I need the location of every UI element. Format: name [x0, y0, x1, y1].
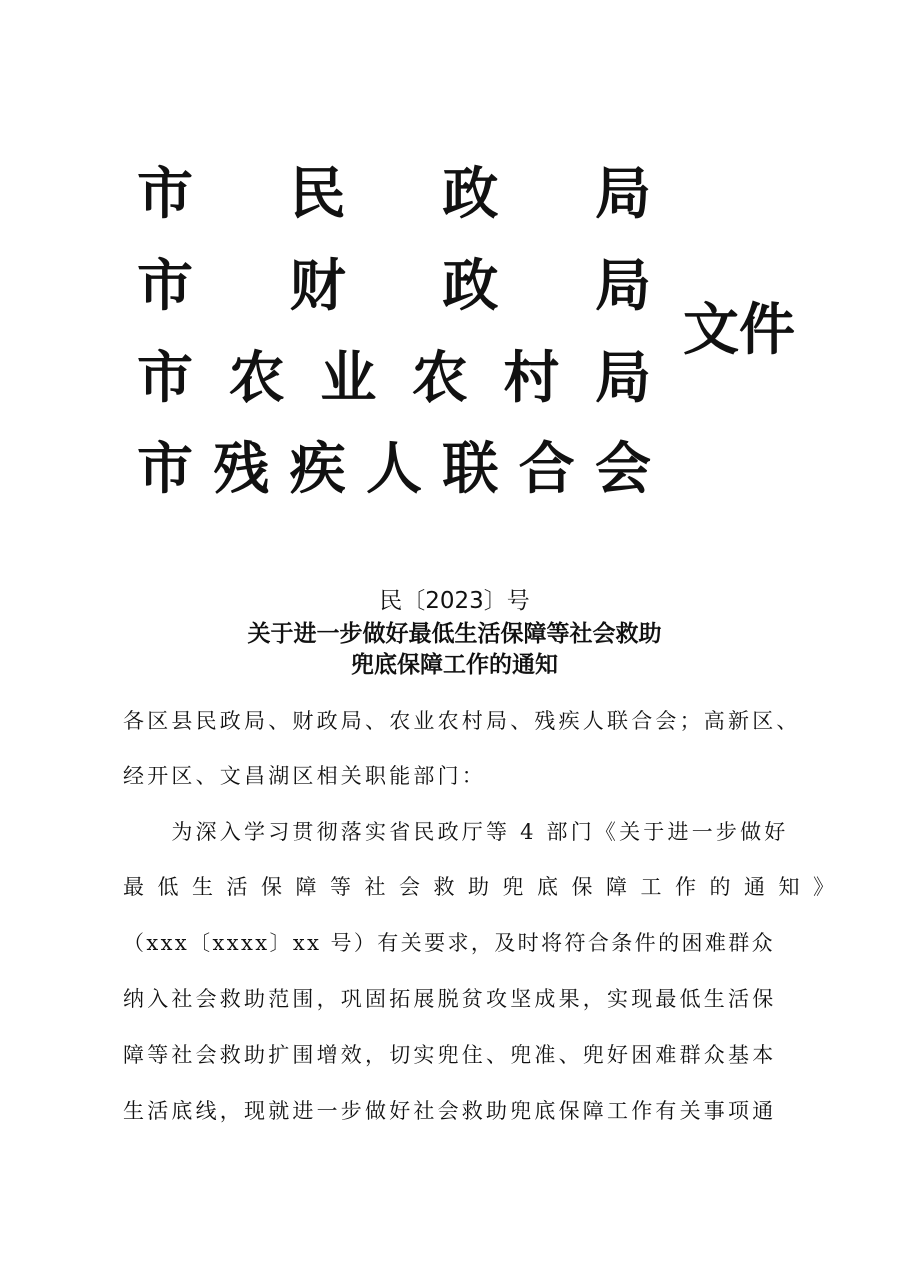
agency-char: 疾	[289, 436, 346, 502]
agency-char: 农	[228, 345, 285, 411]
agency-char: 合	[518, 436, 575, 502]
agency-row-finance	[137, 254, 651, 318]
addressee-line-2: 经开区、文昌湖区相关职能部门：	[123, 764, 486, 788]
agency-char: 市	[137, 253, 193, 319]
agency-char: 人	[365, 436, 422, 502]
agency-row-disabled-federation	[137, 437, 651, 501]
agency-char: 农	[411, 345, 468, 411]
document-title-line-2: 兜底保障工作的通知	[351, 651, 558, 678]
paragraph-line-4: 纳入社会救助范围，巩固拓展脱贫攻坚成果，实现最低生活保	[123, 987, 777, 1011]
agency-char: 政	[442, 253, 499, 319]
agency-char: 会	[594, 436, 651, 502]
agency-row-civil-affairs	[137, 162, 651, 226]
agency-char: 政	[442, 161, 499, 227]
addressee-line-1: 各区县民政局、财政局、农业农村局、残疾人联合会；高新区、	[123, 709, 801, 733]
paragraph-line-6: 生活底线，现就进一步做好社会救助兜底保障工作有关事项通	[123, 1099, 777, 1123]
agency-char: 村	[503, 345, 560, 411]
agency-char: 残	[213, 436, 270, 502]
paragraph-line-3: （xxx〔xxxx〕xx 号）有关要求，及时将符合条件的困难群众	[123, 931, 776, 955]
agency-char: 财	[289, 253, 346, 319]
agency-row-agriculture	[137, 346, 651, 410]
agency-char: 市	[137, 436, 193, 502]
paragraph-line-1: 为深入学习贯彻落实省民政厅等 4 部门《关于进一步做好	[123, 820, 789, 844]
agency-char: 局	[594, 161, 651, 227]
agency-char: 市	[137, 345, 193, 411]
agency-char: 民	[289, 161, 346, 227]
agency-char: 联	[442, 436, 499, 502]
agency-char: 业	[320, 345, 377, 411]
document-title-line-1: 关于进一步做好最低生活保障等社会救助	[247, 620, 662, 647]
agency-char: 市	[137, 161, 193, 227]
paragraph-line-2: 最低生活保障等社会救助兜底保障工作的通知》	[123, 875, 848, 899]
document-number: 民〔2023〕号	[379, 588, 530, 614]
agency-char: 局	[594, 253, 651, 319]
agency-char: 局	[594, 345, 651, 411]
document-suffix: 文件	[683, 297, 795, 363]
paragraph-line-5: 障等社会救助扩围增效，切实兜住、兜准、兜好困难群众基本	[123, 1043, 777, 1067]
